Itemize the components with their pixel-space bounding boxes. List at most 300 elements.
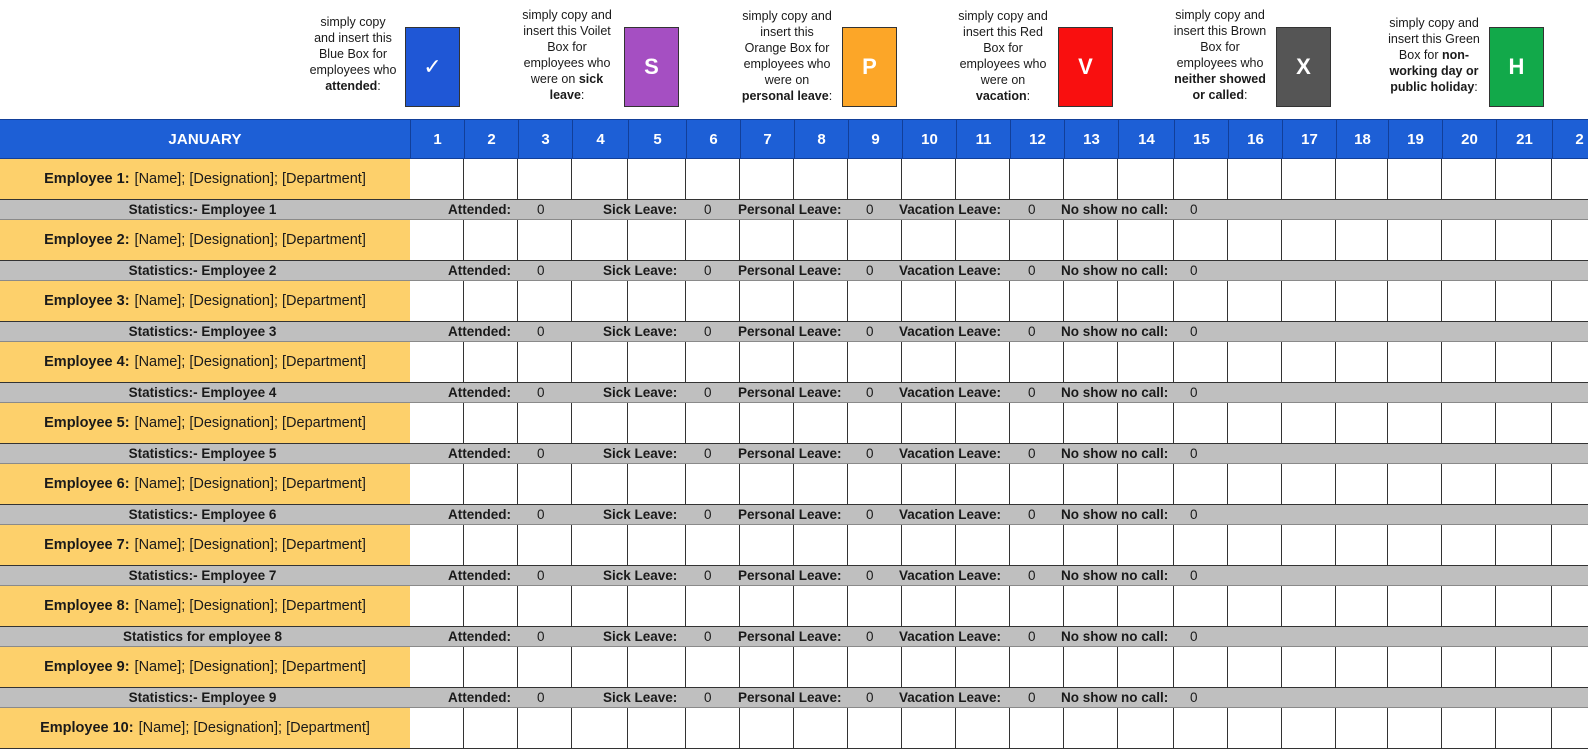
attendance-cell[interactable]	[794, 464, 848, 505]
attendance-cell[interactable]	[518, 647, 572, 688]
attendance-cell[interactable]	[956, 525, 1010, 566]
attendance-cell[interactable]	[686, 647, 740, 688]
stat-value-vacation[interactable]: 0	[1028, 263, 1036, 278]
legend-box-holiday[interactable]	[1489, 27, 1544, 107]
attendance-cell[interactable]	[848, 647, 902, 688]
attendance-cell[interactable]	[572, 281, 628, 322]
attendance-cell[interactable]	[1496, 647, 1552, 688]
attendance-cell[interactable]	[464, 464, 518, 505]
attendance-cell[interactable]	[410, 525, 464, 566]
stat-value-attended[interactable]: 0	[537, 507, 545, 522]
attendance-cell[interactable]	[628, 525, 686, 566]
stat-value-personal[interactable]: 0	[866, 202, 874, 217]
attendance-cell[interactable]	[628, 159, 686, 200]
attendance-cell[interactable]	[956, 403, 1010, 444]
attendance-cell[interactable]	[1336, 220, 1388, 261]
attendance-cell[interactable]	[902, 464, 956, 505]
attendance-cell[interactable]	[1228, 464, 1282, 505]
attendance-cell[interactable]	[740, 342, 794, 383]
legend-box-noshow[interactable]	[1276, 27, 1331, 107]
attendance-cell[interactable]	[686, 708, 740, 749]
stat-value-vacation[interactable]: 0	[1028, 568, 1036, 583]
attendance-cell[interactable]	[464, 403, 518, 444]
attendance-cell[interactable]	[1552, 708, 1588, 749]
attendance-cell[interactable]	[1064, 403, 1118, 444]
attendance-cell[interactable]	[848, 159, 902, 200]
attendance-cell[interactable]	[1174, 586, 1228, 627]
attendance-cell[interactable]	[518, 464, 572, 505]
attendance-cell[interactable]	[410, 708, 464, 749]
attendance-cell[interactable]	[1442, 159, 1496, 200]
attendance-cell[interactable]	[1282, 525, 1336, 566]
legend-box-personal[interactable]	[842, 27, 897, 107]
attendance-cell[interactable]	[518, 708, 572, 749]
attendance-cell[interactable]	[628, 220, 686, 261]
attendance-cell[interactable]	[1442, 647, 1496, 688]
attendance-cell[interactable]	[1228, 525, 1282, 566]
attendance-cell[interactable]	[686, 525, 740, 566]
attendance-cell[interactable]	[1228, 586, 1282, 627]
attendance-cell[interactable]	[848, 464, 902, 505]
stat-value-personal[interactable]: 0	[866, 507, 874, 522]
attendance-cell[interactable]	[1010, 220, 1064, 261]
attendance-cell[interactable]	[1552, 464, 1588, 505]
attendance-cell[interactable]	[1282, 281, 1336, 322]
attendance-cell[interactable]	[1552, 220, 1588, 261]
attendance-cell[interactable]	[1496, 708, 1552, 749]
attendance-cell[interactable]	[410, 220, 464, 261]
legend-box-attended[interactable]	[405, 27, 460, 107]
attendance-cell[interactable]	[1442, 586, 1496, 627]
attendance-cell[interactable]	[1282, 586, 1336, 627]
attendance-cell[interactable]	[740, 403, 794, 444]
attendance-cell[interactable]	[410, 159, 464, 200]
attendance-cell[interactable]	[1010, 647, 1064, 688]
day-header[interactable]: 4	[572, 120, 628, 158]
stat-value-vacation[interactable]: 0	[1028, 629, 1036, 644]
employee-label[interactable]	[0, 159, 411, 200]
attendance-cell[interactable]	[1442, 525, 1496, 566]
attendance-cell[interactable]	[1442, 281, 1496, 322]
employee-label[interactable]	[0, 586, 411, 627]
stat-value-vacation[interactable]: 0	[1028, 202, 1036, 217]
attendance-cell[interactable]	[1118, 342, 1174, 383]
stat-value-noshow[interactable]: 0	[1190, 263, 1198, 278]
day-header[interactable]: 14	[1118, 120, 1174, 158]
stat-value-noshow[interactable]: 0	[1190, 507, 1198, 522]
stat-value-sick[interactable]: 0	[704, 202, 712, 217]
attendance-cell[interactable]	[1118, 708, 1174, 749]
attendance-cell[interactable]	[848, 708, 902, 749]
attendance-cell[interactable]	[686, 464, 740, 505]
attendance-cell[interactable]	[1064, 525, 1118, 566]
attendance-cell[interactable]	[848, 403, 902, 444]
attendance-cell[interactable]	[518, 586, 572, 627]
attendance-cell[interactable]	[1010, 525, 1064, 566]
attendance-cell[interactable]	[1388, 525, 1442, 566]
stat-value-attended[interactable]: 0	[537, 629, 545, 644]
stat-value-personal[interactable]: 0	[866, 568, 874, 583]
attendance-cell[interactable]	[1118, 647, 1174, 688]
day-header[interactable]: 8	[794, 120, 848, 158]
employee-label[interactable]	[0, 403, 411, 444]
attendance-cell[interactable]	[518, 159, 572, 200]
attendance-cell[interactable]	[1496, 281, 1552, 322]
attendance-cell[interactable]	[794, 525, 848, 566]
attendance-cell[interactable]	[628, 281, 686, 322]
stat-value-personal[interactable]: 0	[866, 385, 874, 400]
stat-value-sick[interactable]: 0	[704, 629, 712, 644]
attendance-cell[interactable]	[1336, 464, 1388, 505]
attendance-cell[interactable]	[740, 586, 794, 627]
attendance-cell[interactable]	[1388, 464, 1442, 505]
attendance-cell[interactable]	[518, 342, 572, 383]
attendance-cell[interactable]	[1442, 708, 1496, 749]
attendance-cell[interactable]	[572, 464, 628, 505]
day-header[interactable]: 12	[1010, 120, 1064, 158]
day-header[interactable]: 9	[848, 120, 902, 158]
stat-value-sick[interactable]: 0	[704, 324, 712, 339]
day-header[interactable]: 15	[1174, 120, 1228, 158]
attendance-cell[interactable]	[1496, 342, 1552, 383]
attendance-cell[interactable]	[794, 647, 848, 688]
attendance-cell[interactable]	[464, 708, 518, 749]
day-header[interactable]: 21	[1496, 120, 1552, 158]
stat-value-personal[interactable]: 0	[866, 324, 874, 339]
day-header[interactable]: 16	[1228, 120, 1282, 158]
stat-value-noshow[interactable]: 0	[1190, 446, 1198, 461]
attendance-cell[interactable]	[956, 586, 1010, 627]
attendance-cell[interactable]	[628, 342, 686, 383]
attendance-cell[interactable]	[410, 281, 464, 322]
stat-value-sick[interactable]: 0	[704, 690, 712, 705]
attendance-cell[interactable]	[1010, 708, 1064, 749]
day-header[interactable]: 18	[1336, 120, 1388, 158]
stat-value-personal[interactable]: 0	[866, 263, 874, 278]
day-header[interactable]: 1	[410, 120, 464, 158]
attendance-cell[interactable]	[1064, 220, 1118, 261]
attendance-cell[interactable]	[1282, 464, 1336, 505]
attendance-cell[interactable]	[1552, 342, 1588, 383]
attendance-cell[interactable]	[1442, 464, 1496, 505]
attendance-cell[interactable]	[956, 342, 1010, 383]
attendance-cell[interactable]	[794, 403, 848, 444]
day-header[interactable]: 7	[740, 120, 794, 158]
stat-value-personal[interactable]: 0	[866, 629, 874, 644]
stat-value-attended[interactable]: 0	[537, 263, 545, 278]
attendance-cell[interactable]	[740, 159, 794, 200]
attendance-cell[interactable]	[1388, 342, 1442, 383]
attendance-cell[interactable]	[464, 586, 518, 627]
attendance-cell[interactable]	[1228, 220, 1282, 261]
stat-value-attended[interactable]: 0	[537, 690, 545, 705]
attendance-cell[interactable]	[1174, 159, 1228, 200]
stat-value-sick[interactable]: 0	[704, 446, 712, 461]
attendance-cell[interactable]	[1388, 281, 1442, 322]
attendance-cell[interactable]	[1174, 342, 1228, 383]
attendance-cell[interactable]	[1174, 403, 1228, 444]
attendance-cell[interactable]	[1442, 342, 1496, 383]
employee-label[interactable]	[0, 342, 411, 383]
attendance-cell[interactable]	[628, 708, 686, 749]
attendance-cell[interactable]	[1174, 647, 1228, 688]
attendance-cell[interactable]	[686, 220, 740, 261]
attendance-cell[interactable]	[902, 647, 956, 688]
attendance-cell[interactable]	[902, 220, 956, 261]
stat-value-noshow[interactable]: 0	[1190, 690, 1198, 705]
attendance-cell[interactable]	[740, 464, 794, 505]
employee-label[interactable]	[0, 464, 411, 505]
stat-value-personal[interactable]: 0	[866, 690, 874, 705]
attendance-cell[interactable]	[1282, 647, 1336, 688]
attendance-cell[interactable]	[1118, 525, 1174, 566]
attendance-cell[interactable]	[572, 708, 628, 749]
stat-value-vacation[interactable]: 0	[1028, 446, 1036, 461]
stat-value-sick[interactable]: 0	[704, 263, 712, 278]
attendance-cell[interactable]	[1064, 586, 1118, 627]
attendance-cell[interactable]	[902, 708, 956, 749]
employee-label[interactable]	[0, 220, 411, 261]
attendance-cell[interactable]	[410, 647, 464, 688]
attendance-cell[interactable]	[902, 342, 956, 383]
attendance-cell[interactable]	[1010, 586, 1064, 627]
attendance-cell[interactable]	[1552, 159, 1588, 200]
attendance-cell[interactable]	[464, 220, 518, 261]
employee-label[interactable]	[0, 647, 411, 688]
attendance-cell[interactable]	[1228, 281, 1282, 322]
attendance-cell[interactable]	[1552, 647, 1588, 688]
attendance-cell[interactable]	[518, 281, 572, 322]
attendance-cell[interactable]	[686, 403, 740, 444]
attendance-cell[interactable]	[740, 220, 794, 261]
attendance-cell[interactable]	[1064, 464, 1118, 505]
attendance-cell[interactable]	[1336, 586, 1388, 627]
attendance-cell[interactable]	[1282, 159, 1336, 200]
stat-value-sick[interactable]: 0	[704, 507, 712, 522]
attendance-cell[interactable]	[1388, 403, 1442, 444]
day-header[interactable]: 17	[1282, 120, 1336, 158]
attendance-cell[interactable]	[740, 708, 794, 749]
attendance-cell[interactable]	[1228, 159, 1282, 200]
attendance-cell[interactable]	[1496, 464, 1552, 505]
attendance-cell[interactable]	[1388, 708, 1442, 749]
attendance-cell[interactable]	[1118, 464, 1174, 505]
attendance-cell[interactable]	[1174, 708, 1228, 749]
attendance-cell[interactable]	[848, 342, 902, 383]
attendance-cell[interactable]	[628, 464, 686, 505]
attendance-cell[interactable]	[518, 403, 572, 444]
day-header[interactable]: 2	[1552, 120, 1588, 158]
attendance-cell[interactable]	[686, 342, 740, 383]
attendance-cell[interactable]	[1442, 220, 1496, 261]
attendance-cell[interactable]	[1228, 647, 1282, 688]
attendance-cell[interactable]	[902, 403, 956, 444]
attendance-cell[interactable]	[956, 647, 1010, 688]
attendance-cell[interactable]	[1282, 403, 1336, 444]
attendance-cell[interactable]	[1388, 220, 1442, 261]
attendance-cell[interactable]	[628, 586, 686, 627]
attendance-cell[interactable]	[956, 220, 1010, 261]
attendance-cell[interactable]	[686, 281, 740, 322]
attendance-cell[interactable]	[1552, 586, 1588, 627]
attendance-cell[interactable]	[740, 281, 794, 322]
attendance-cell[interactable]	[1496, 586, 1552, 627]
attendance-cell[interactable]	[902, 586, 956, 627]
attendance-cell[interactable]	[794, 220, 848, 261]
attendance-cell[interactable]	[1064, 342, 1118, 383]
attendance-cell[interactable]	[1010, 342, 1064, 383]
attendance-cell[interactable]	[410, 342, 464, 383]
legend-box-sick[interactable]	[624, 27, 679, 107]
attendance-cell[interactable]	[1336, 525, 1388, 566]
attendance-cell[interactable]	[902, 281, 956, 322]
attendance-cell[interactable]	[848, 525, 902, 566]
attendance-cell[interactable]	[848, 281, 902, 322]
stat-value-noshow[interactable]: 0	[1190, 202, 1198, 217]
attendance-cell[interactable]	[1336, 403, 1388, 444]
attendance-cell[interactable]	[1174, 281, 1228, 322]
day-header[interactable]: 20	[1442, 120, 1496, 158]
attendance-cell[interactable]	[740, 647, 794, 688]
stat-value-personal[interactable]: 0	[866, 446, 874, 461]
attendance-cell[interactable]	[956, 159, 1010, 200]
attendance-cell[interactable]	[1228, 708, 1282, 749]
attendance-cell[interactable]	[1228, 403, 1282, 444]
stat-value-noshow[interactable]: 0	[1190, 568, 1198, 583]
day-header[interactable]: 3	[518, 120, 572, 158]
attendance-cell[interactable]	[956, 464, 1010, 505]
attendance-cell[interactable]	[1064, 708, 1118, 749]
attendance-cell[interactable]	[1064, 159, 1118, 200]
attendance-cell[interactable]	[1174, 220, 1228, 261]
stat-value-sick[interactable]: 0	[704, 568, 712, 583]
attendance-cell[interactable]	[1496, 220, 1552, 261]
attendance-cell[interactable]	[848, 220, 902, 261]
attendance-cell[interactable]	[1282, 708, 1336, 749]
attendance-cell[interactable]	[572, 159, 628, 200]
attendance-cell[interactable]	[518, 220, 572, 261]
attendance-cell[interactable]	[410, 403, 464, 444]
stat-value-vacation[interactable]: 0	[1028, 385, 1036, 400]
attendance-cell[interactable]	[518, 525, 572, 566]
attendance-cell[interactable]	[1552, 525, 1588, 566]
stat-value-attended[interactable]: 0	[537, 568, 545, 583]
stat-value-noshow[interactable]: 0	[1190, 324, 1198, 339]
attendance-cell[interactable]	[1552, 281, 1588, 322]
attendance-cell[interactable]	[848, 586, 902, 627]
attendance-cell[interactable]	[628, 647, 686, 688]
stat-value-attended[interactable]: 0	[537, 324, 545, 339]
attendance-cell[interactable]	[410, 586, 464, 627]
day-header[interactable]: 2	[464, 120, 518, 158]
attendance-cell[interactable]	[464, 159, 518, 200]
attendance-cell[interactable]	[956, 708, 1010, 749]
attendance-cell[interactable]	[794, 342, 848, 383]
stat-value-vacation[interactable]: 0	[1028, 690, 1036, 705]
attendance-cell[interactable]	[464, 647, 518, 688]
attendance-cell[interactable]	[794, 708, 848, 749]
attendance-cell[interactable]	[1064, 647, 1118, 688]
stat-value-noshow[interactable]: 0	[1190, 385, 1198, 400]
day-header[interactable]: 11	[956, 120, 1010, 158]
attendance-cell[interactable]	[1388, 159, 1442, 200]
attendance-cell[interactable]	[1118, 159, 1174, 200]
attendance-cell[interactable]	[1118, 403, 1174, 444]
attendance-cell[interactable]	[1336, 342, 1388, 383]
day-header[interactable]: 19	[1388, 120, 1442, 158]
attendance-cell[interactable]	[572, 525, 628, 566]
employee-label[interactable]	[0, 708, 411, 749]
attendance-cell[interactable]	[1010, 464, 1064, 505]
stat-value-noshow[interactable]: 0	[1190, 629, 1198, 644]
attendance-cell[interactable]	[956, 281, 1010, 322]
day-header[interactable]: 10	[902, 120, 956, 158]
attendance-cell[interactable]	[628, 403, 686, 444]
attendance-cell[interactable]	[1496, 525, 1552, 566]
attendance-cell[interactable]	[794, 159, 848, 200]
employee-label[interactable]	[0, 525, 411, 566]
attendance-cell[interactable]	[1118, 586, 1174, 627]
stat-value-vacation[interactable]: 0	[1028, 324, 1036, 339]
attendance-cell[interactable]	[740, 525, 794, 566]
attendance-cell[interactable]	[902, 525, 956, 566]
stat-value-attended[interactable]: 0	[537, 385, 545, 400]
attendance-cell[interactable]	[1010, 281, 1064, 322]
attendance-cell[interactable]	[464, 281, 518, 322]
attendance-cell[interactable]	[1496, 159, 1552, 200]
attendance-cell[interactable]	[1118, 281, 1174, 322]
attendance-cell[interactable]	[1118, 220, 1174, 261]
attendance-cell[interactable]	[572, 220, 628, 261]
day-header[interactable]: 13	[1064, 120, 1118, 158]
attendance-cell[interactable]	[1174, 525, 1228, 566]
attendance-cell[interactable]	[1228, 342, 1282, 383]
attendance-cell[interactable]	[1174, 464, 1228, 505]
attendance-cell[interactable]	[1010, 159, 1064, 200]
attendance-cell[interactable]	[1336, 647, 1388, 688]
attendance-cell[interactable]	[902, 159, 956, 200]
attendance-cell[interactable]	[464, 525, 518, 566]
stat-value-vacation[interactable]: 0	[1028, 507, 1036, 522]
attendance-cell[interactable]	[1282, 220, 1336, 261]
attendance-cell[interactable]	[572, 342, 628, 383]
stat-value-attended[interactable]: 0	[537, 202, 545, 217]
attendance-cell[interactable]	[1282, 342, 1336, 383]
attendance-cell[interactable]	[1064, 281, 1118, 322]
stat-value-sick[interactable]: 0	[704, 385, 712, 400]
day-header[interactable]: 6	[686, 120, 740, 158]
month-header[interactable]: JANUARY	[168, 130, 242, 148]
attendance-cell[interactable]	[1552, 403, 1588, 444]
attendance-cell[interactable]	[572, 586, 628, 627]
attendance-cell[interactable]	[1388, 586, 1442, 627]
day-header[interactable]: 5	[628, 120, 686, 158]
attendance-cell[interactable]	[1010, 403, 1064, 444]
legend-box-vacation[interactable]	[1058, 27, 1113, 107]
attendance-cell[interactable]	[1336, 159, 1388, 200]
attendance-cell[interactable]	[794, 281, 848, 322]
attendance-cell[interactable]	[572, 403, 628, 444]
stat-value-attended[interactable]: 0	[537, 446, 545, 461]
attendance-cell[interactable]	[410, 464, 464, 505]
attendance-cell[interactable]	[1442, 403, 1496, 444]
attendance-cell[interactable]	[572, 647, 628, 688]
employee-label[interactable]	[0, 281, 411, 322]
attendance-cell[interactable]	[1496, 403, 1552, 444]
attendance-cell[interactable]	[1336, 281, 1388, 322]
attendance-cell[interactable]	[686, 586, 740, 627]
attendance-cell[interactable]	[464, 342, 518, 383]
